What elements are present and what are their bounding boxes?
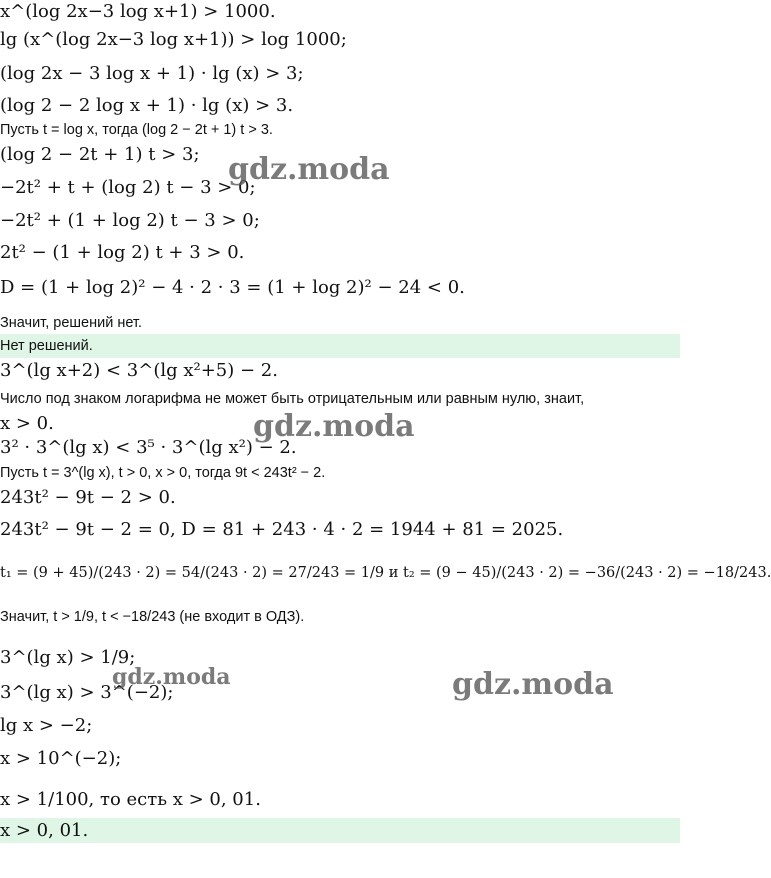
math-line: x > 0. bbox=[0, 413, 54, 434]
math-line: x > 1/100, то есть x > 0, 01. bbox=[0, 789, 261, 810]
watermark: gdz.moda bbox=[253, 409, 415, 444]
math-line: lg x > −2; bbox=[0, 715, 93, 736]
math-line: x > 10^(−2); bbox=[0, 748, 122, 769]
math-line: −2t² + (1 + log 2) t − 3 > 0; bbox=[0, 210, 260, 231]
math-line: 243t² − 9t − 2 = 0, D = 81 + 243 · 4 · 2 = 1944 + 81 = 2025. bbox=[0, 519, 564, 540]
math-line: 243t² − 9t − 2 > 0. bbox=[0, 487, 176, 508]
math-line: 3^(lg x) > 3^(−2); bbox=[0, 682, 174, 703]
math-line: (log 2x − 3 log x + 1) · lg (x) > 3; bbox=[0, 63, 304, 84]
text-line: Значит, решений нет. bbox=[0, 315, 142, 331]
text-line: Значит, t > 1/9, t < −18/243 (не входит в ОДЗ). bbox=[0, 609, 305, 625]
answer-line: Нет решений. bbox=[0, 338, 93, 354]
math-line: x^(log 2x−3 log x+1) > 1000. bbox=[0, 1, 276, 22]
math-line: t₁ = (9 + 45)/(243 · 2) = 54/(243 · 2) = 27/243 = 1/9 и t₂ = (9 − 45)/(243 · 2) = −36/(243 · 2) = −18/243. bbox=[0, 565, 771, 581]
math-line: 3^(lg x+2) < 3^(lg x²+5) − 2. bbox=[0, 360, 278, 381]
math-line: 3² · 3^(lg x) < 3⁵ · 3^(lg x²) − 2. bbox=[0, 437, 297, 458]
text-line: Пусть t = 3^(lg x), t > 0, x > 0, тогда 9t < 243t² − 2. bbox=[0, 465, 326, 481]
math-line: 2t² − (1 + log 2) t + 3 > 0. bbox=[0, 242, 245, 263]
math-line: −2t² + t + (log 2) t − 3 > 0; bbox=[0, 177, 256, 198]
answer-line: x > 0, 01. bbox=[0, 820, 89, 841]
math-line: D = (1 + log 2)² − 4 · 2 · 3 = (1 + log 2)² − 24 < 0. bbox=[0, 277, 465, 298]
math-line: 3^(lg x) > 1/9; bbox=[0, 647, 136, 668]
text-line: Пусть t = log x, тогда (log 2 − 2t + 1) t > 3. bbox=[0, 122, 273, 138]
watermark: gdz.moda bbox=[112, 664, 231, 690]
math-line: lg (x^(log 2x−3 log x+1)) > log 1000; bbox=[0, 29, 347, 50]
math-line: (log 2 − 2t + 1) t > 3; bbox=[0, 144, 200, 165]
answer-highlight-1 bbox=[0, 334, 680, 358]
watermark: gdz.moda bbox=[228, 152, 390, 187]
answer-highlight-2 bbox=[0, 818, 680, 843]
text-line: Число под знаком логарифма не может быть отрицательным или равным нулю, знаит, bbox=[0, 391, 585, 407]
math-line: (log 2 − 2 log x + 1) · lg (x) > 3. bbox=[0, 95, 294, 116]
watermark: gdz.moda bbox=[452, 667, 614, 702]
